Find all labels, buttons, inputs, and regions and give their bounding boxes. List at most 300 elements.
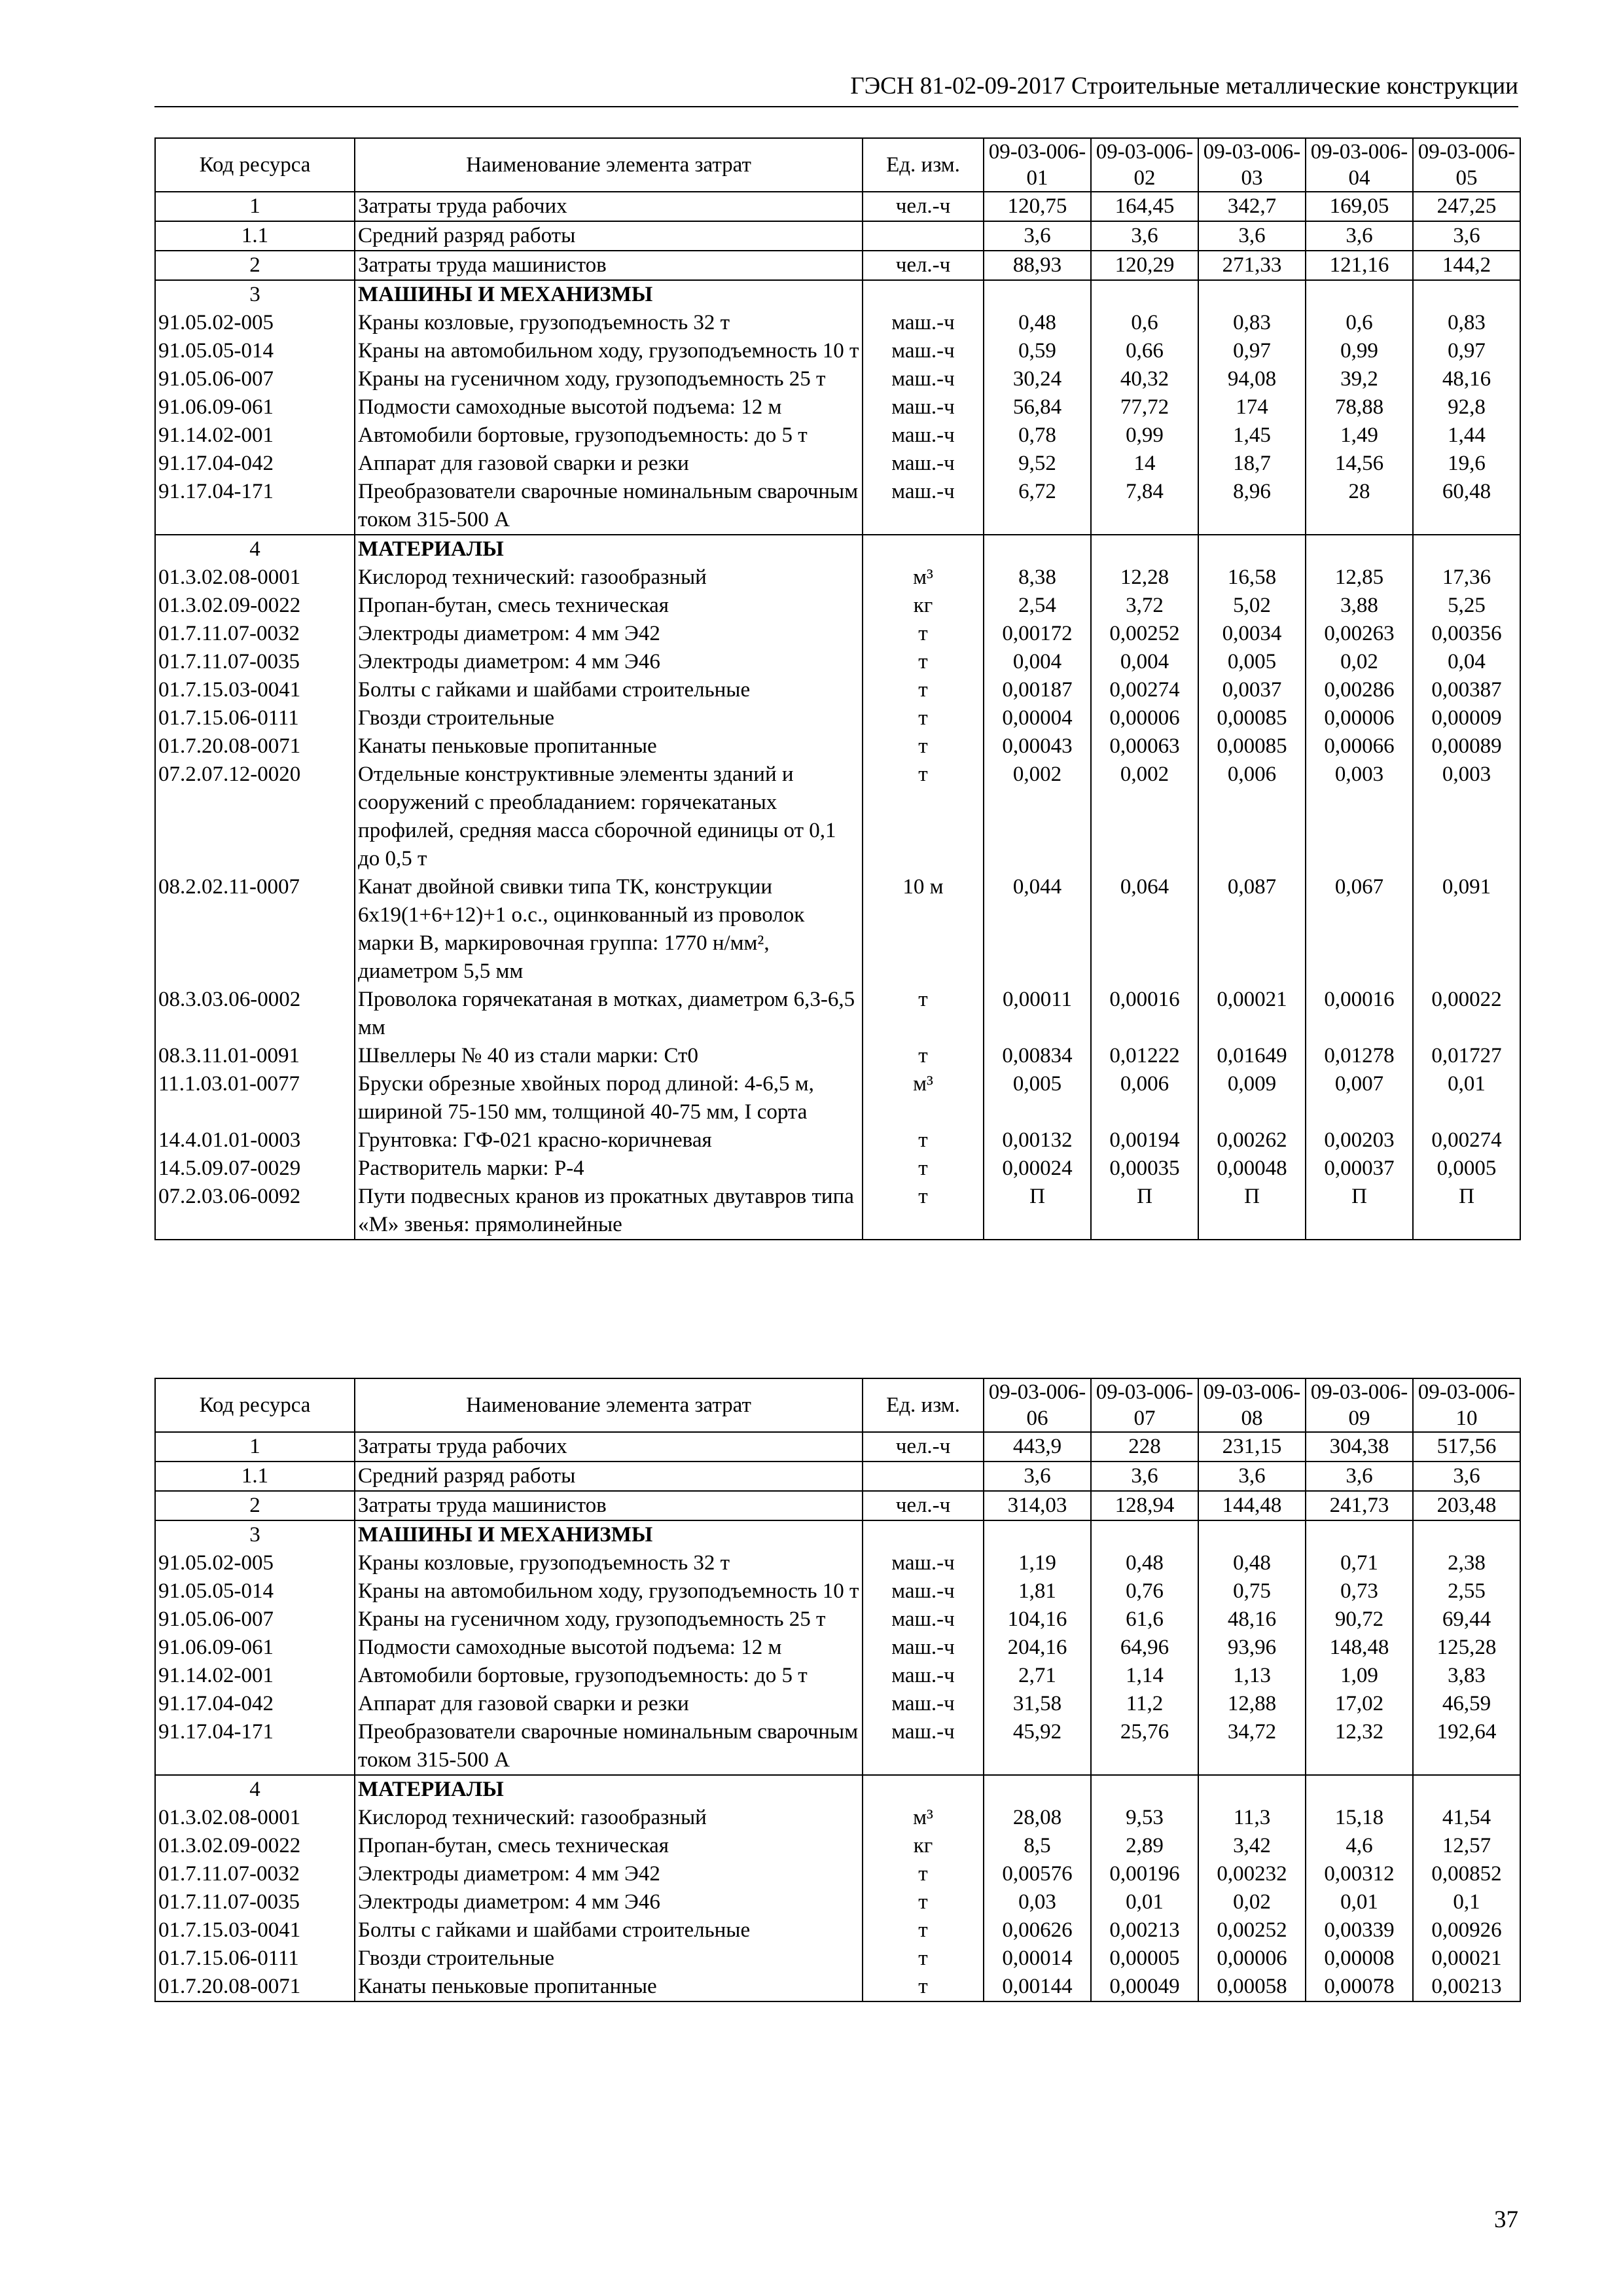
resource-code: 11.1.03.01-0077 bbox=[155, 1070, 355, 1126]
resource-unit: м³ bbox=[863, 1070, 984, 1126]
resource-name: Аппарат для газовой сварки и резки bbox=[355, 450, 863, 478]
resource-value: 0,02 bbox=[1306, 648, 1413, 676]
resource-value: 0,01 bbox=[1091, 1888, 1198, 1916]
resource-value: 0,00252 bbox=[1198, 1916, 1306, 1945]
resource-value bbox=[1306, 1520, 1413, 1549]
resource-value: 3,6 bbox=[1198, 221, 1306, 251]
resource-code: 3 bbox=[155, 1520, 355, 1549]
resource-value: 2,55 bbox=[1413, 1577, 1520, 1605]
resource-value: 144,48 bbox=[1198, 1491, 1306, 1520]
resource-value: 271,33 bbox=[1198, 251, 1306, 280]
column-header-norm-code: 09-03-006-08 bbox=[1198, 1378, 1306, 1432]
column-header-norm-code: 09-03-006-01 bbox=[984, 138, 1091, 192]
resource-name: Автомобили бортовые, грузоподъемность: до 5 т bbox=[355, 422, 863, 450]
resource-value: 4,6 bbox=[1306, 1832, 1413, 1860]
resource-value bbox=[984, 535, 1091, 564]
resource-value: 0,006 bbox=[1198, 761, 1306, 873]
table-row bbox=[155, 1183, 1520, 1240]
column-header-norm-code: 09-03-006-10 bbox=[1413, 1378, 1520, 1432]
resource-value: 0,00006 bbox=[1306, 704, 1413, 732]
resource-value: 31,58 bbox=[984, 1690, 1091, 1718]
resource-value: 0,0005 bbox=[1413, 1155, 1520, 1183]
resource-unit: т bbox=[863, 761, 984, 873]
resource-value bbox=[1198, 1520, 1306, 1549]
section-title: МАШИНЫ И МЕХАНИЗМЫ bbox=[355, 280, 863, 309]
resource-value: 0,00085 bbox=[1198, 732, 1306, 761]
resource-value: 342,7 bbox=[1198, 192, 1306, 221]
resource-value: 93,96 bbox=[1198, 1634, 1306, 1662]
resource-value: 1,14 bbox=[1091, 1662, 1198, 1690]
resource-value: 0,087 bbox=[1198, 873, 1306, 986]
resource-value: 0,1 bbox=[1413, 1888, 1520, 1916]
table-row bbox=[155, 393, 1520, 422]
table-row bbox=[155, 1973, 1520, 2001]
resource-value: 0,0037 bbox=[1198, 676, 1306, 704]
resource-unit: чел.-ч bbox=[863, 1491, 984, 1520]
resource-unit: т bbox=[863, 1126, 984, 1155]
resource-value: 0,00008 bbox=[1306, 1945, 1413, 1973]
resource-name: Средний разряд работы bbox=[355, 1462, 863, 1491]
resource-unit: т bbox=[863, 1945, 984, 1973]
resource-value: 204,16 bbox=[984, 1634, 1091, 1662]
resource-value: 0,00043 bbox=[984, 732, 1091, 761]
resource-unit: т bbox=[863, 1973, 984, 2001]
resource-value: 0,00926 bbox=[1413, 1916, 1520, 1945]
resource-value: 0,00132 bbox=[984, 1126, 1091, 1155]
resource-value: 60,48 bbox=[1413, 478, 1520, 535]
resource-value: 247,25 bbox=[1413, 192, 1520, 221]
resource-name: Преобразователи сварочные номинальным сварочным током 315-500 А bbox=[355, 478, 863, 535]
table-row bbox=[155, 1804, 1520, 1832]
resource-value bbox=[984, 1520, 1091, 1549]
resource-value: 0,00004 bbox=[984, 704, 1091, 732]
table-row bbox=[155, 648, 1520, 676]
resource-value: 241,73 bbox=[1306, 1491, 1413, 1520]
resource-value: 0,00274 bbox=[1413, 1126, 1520, 1155]
resource-unit: т bbox=[863, 1155, 984, 1183]
resource-unit: т bbox=[863, 1183, 984, 1240]
table-row bbox=[155, 761, 1520, 873]
table-row bbox=[155, 1775, 1520, 1804]
resource-value: 0,83 bbox=[1198, 309, 1306, 337]
resource-name: Подмости самоходные высотой подъема: 12 м bbox=[355, 1634, 863, 1662]
resource-value: 0,75 bbox=[1198, 1577, 1306, 1605]
column-header-norm-code: 09-03-006-07 bbox=[1091, 1378, 1198, 1432]
table-row bbox=[155, 1432, 1520, 1462]
resource-value: 0,00035 bbox=[1091, 1155, 1198, 1183]
resource-value: 0,59 bbox=[984, 337, 1091, 365]
resource-value: 3,88 bbox=[1306, 592, 1413, 620]
resource-value: 88,93 bbox=[984, 251, 1091, 280]
resource-value: 94,08 bbox=[1198, 365, 1306, 393]
resource-unit: чел.-ч bbox=[863, 251, 984, 280]
resource-code: 01.7.20.08-0071 bbox=[155, 1973, 355, 2001]
resource-value: 0,00085 bbox=[1198, 704, 1306, 732]
resource-name: Кислород технический: газообразный bbox=[355, 564, 863, 592]
resource-unit: т bbox=[863, 676, 984, 704]
resource-value: 0,00203 bbox=[1306, 1126, 1413, 1155]
resource-value: 0,006 bbox=[1091, 1070, 1198, 1126]
resource-value: 0,00576 bbox=[984, 1860, 1091, 1888]
resource-name: Пропан-бутан, смесь техническая bbox=[355, 592, 863, 620]
resource-unit: маш.-ч bbox=[863, 1662, 984, 1690]
resource-name: Грунтовка: ГФ-021 красно-коричневая bbox=[355, 1126, 863, 1155]
resource-value: 0,01649 bbox=[1198, 1042, 1306, 1070]
resource-value bbox=[1413, 1520, 1520, 1549]
resource-value: 0,00063 bbox=[1091, 732, 1198, 761]
resource-value bbox=[1198, 280, 1306, 309]
resource-name: Болты с гайками и шайбами строительные bbox=[355, 676, 863, 704]
resource-name: Краны на гусеничном ходу, грузоподъемность 25 т bbox=[355, 365, 863, 393]
resource-name: Затраты труда машинистов bbox=[355, 251, 863, 280]
resource-value: 125,28 bbox=[1413, 1634, 1520, 1662]
table-row bbox=[155, 478, 1520, 535]
resource-unit: маш.-ч bbox=[863, 1690, 984, 1718]
column-header-norm-code: 09-03-006-03 bbox=[1198, 138, 1306, 192]
resource-value: 0,00066 bbox=[1306, 732, 1413, 761]
resource-value: 2,71 bbox=[984, 1662, 1091, 1690]
resource-name: Краны козловые, грузоподъемность 32 т bbox=[355, 1549, 863, 1577]
resource-value: 0,00078 bbox=[1306, 1973, 1413, 2001]
resource-code: 01.7.11.07-0035 bbox=[155, 1888, 355, 1916]
resource-value: 0,00006 bbox=[1198, 1945, 1306, 1973]
resource-value: 92,8 bbox=[1413, 393, 1520, 422]
resource-value: 314,03 bbox=[984, 1491, 1091, 1520]
table-row bbox=[155, 1126, 1520, 1155]
resource-value: 0,00339 bbox=[1306, 1916, 1413, 1945]
resource-value: 56,84 bbox=[984, 393, 1091, 422]
resource-code: 91.05.06-007 bbox=[155, 1605, 355, 1634]
table-row bbox=[155, 564, 1520, 592]
resource-code: 01.3.02.08-0001 bbox=[155, 1804, 355, 1832]
resource-value: 0,002 bbox=[1091, 761, 1198, 873]
resource-unit: т bbox=[863, 704, 984, 732]
resource-value: 0,6 bbox=[1306, 309, 1413, 337]
resource-unit: чел.-ч bbox=[863, 192, 984, 221]
resource-name: Аппарат для газовой сварки и резки bbox=[355, 1690, 863, 1718]
resource-value: 0,01278 bbox=[1306, 1042, 1413, 1070]
resource-unit: т bbox=[863, 732, 984, 761]
resource-value: 0,00356 bbox=[1413, 620, 1520, 648]
resource-value: 39,2 bbox=[1306, 365, 1413, 393]
resource-value: 5,02 bbox=[1198, 592, 1306, 620]
resource-value: 3,6 bbox=[1091, 221, 1198, 251]
resource-value: 0,004 bbox=[984, 648, 1091, 676]
resource-value: 0,02 bbox=[1198, 1888, 1306, 1916]
table-row bbox=[155, 1070, 1520, 1126]
resource-code: 01.7.20.08-0071 bbox=[155, 732, 355, 761]
resource-name: Преобразователи сварочные номинальным сварочным током 315-500 А bbox=[355, 1718, 863, 1775]
table-row bbox=[155, 1662, 1520, 1690]
column-header-norm-code: 09-03-006-05 bbox=[1413, 138, 1520, 192]
table-row bbox=[155, 1945, 1520, 1973]
resource-value: 0,00021 bbox=[1198, 986, 1306, 1042]
resource-value: 0,00232 bbox=[1198, 1860, 1306, 1888]
table-row bbox=[155, 422, 1520, 450]
resource-value bbox=[1306, 1775, 1413, 1804]
resource-value bbox=[1198, 535, 1306, 564]
resource-value bbox=[1091, 1520, 1198, 1549]
resource-code: 01.7.15.03-0041 bbox=[155, 1916, 355, 1945]
resource-table-1 bbox=[154, 137, 1521, 1240]
resource-value: 0,00049 bbox=[1091, 1973, 1198, 2001]
resource-value: 517,56 bbox=[1413, 1432, 1520, 1462]
resource-unit: маш.-ч bbox=[863, 478, 984, 535]
resource-value: 0,009 bbox=[1198, 1070, 1306, 1126]
resource-value: 11,2 bbox=[1091, 1690, 1198, 1718]
resource-value: 28 bbox=[1306, 478, 1413, 535]
resource-value: 0,00022 bbox=[1413, 986, 1520, 1042]
table-row bbox=[155, 620, 1520, 648]
resource-code: 91.05.05-014 bbox=[155, 337, 355, 365]
resource-name: Автомобили бортовые, грузоподъемность: до 5 т bbox=[355, 1662, 863, 1690]
table-row bbox=[155, 1690, 1520, 1718]
table-row bbox=[155, 450, 1520, 478]
resource-value: 7,84 bbox=[1091, 478, 1198, 535]
resource-value: 17,36 bbox=[1413, 564, 1520, 592]
resource-code: 01.3.02.08-0001 bbox=[155, 564, 355, 592]
resource-value: 69,44 bbox=[1413, 1605, 1520, 1634]
resource-name: Канаты пеньковые пропитанные bbox=[355, 732, 863, 761]
resource-code: 01.3.02.09-0022 bbox=[155, 1832, 355, 1860]
resource-value: 0,00262 bbox=[1198, 1126, 1306, 1155]
resource-value: 18,7 bbox=[1198, 450, 1306, 478]
resource-value: 34,72 bbox=[1198, 1718, 1306, 1775]
table-header-row bbox=[155, 138, 1520, 192]
resource-name: Швеллеры № 40 из стали марки: Ст0 bbox=[355, 1042, 863, 1070]
resource-name: Канат двойной свивки типа ТК, конструкции 6х19(1+6+12)+1 о.с., оцинкованный из проволок марки В, маркировочная группа: 1770 н/мм², диаметром 5,5 мм bbox=[355, 873, 863, 986]
resource-code: 08.2.02.11-0007 bbox=[155, 873, 355, 986]
column-header-norm-code: 09-03-006-06 bbox=[984, 1378, 1091, 1432]
resource-value: 1,09 bbox=[1306, 1662, 1413, 1690]
resource-code: 01.7.11.07-0032 bbox=[155, 1860, 355, 1888]
resource-value: 203,48 bbox=[1413, 1491, 1520, 1520]
resource-name: Отдельные конструктивные элементы зданий и сооружений с преобладанием: горячекатаных профилей, средняя масса сборочной единицы от 0,1 до 0,5 т bbox=[355, 761, 863, 873]
resource-value: 0,97 bbox=[1198, 337, 1306, 365]
section-title: МАТЕРИАЛЫ bbox=[355, 535, 863, 564]
column-header-norm-code: 09-03-006-04 bbox=[1306, 138, 1413, 192]
resource-table-2 bbox=[154, 1378, 1521, 2002]
resource-value: 0,00196 bbox=[1091, 1860, 1198, 1888]
resource-value: 12,57 bbox=[1413, 1832, 1520, 1860]
resource-value: 48,16 bbox=[1413, 365, 1520, 393]
resource-value: 3,72 bbox=[1091, 592, 1198, 620]
resource-value: 8,5 bbox=[984, 1832, 1091, 1860]
resource-value: 0,00089 bbox=[1413, 732, 1520, 761]
resource-value: 1,13 bbox=[1198, 1662, 1306, 1690]
resource-unit: маш.-ч bbox=[863, 1577, 984, 1605]
resource-name: Затраты труда рабочих bbox=[355, 1432, 863, 1462]
resource-value: 3,83 bbox=[1413, 1662, 1520, 1690]
resource-unit: маш.-ч bbox=[863, 422, 984, 450]
resource-code: 07.2.03.06-0092 bbox=[155, 1183, 355, 1240]
resource-value: 0,00194 bbox=[1091, 1126, 1198, 1155]
resource-value: 28,08 bbox=[984, 1804, 1091, 1832]
resource-value: 0,00048 bbox=[1198, 1155, 1306, 1183]
resource-name: Подмости самоходные высотой подъема: 12 м bbox=[355, 393, 863, 422]
table-row bbox=[155, 732, 1520, 761]
resource-value: 0,00009 bbox=[1413, 704, 1520, 732]
resource-value: 0,005 bbox=[984, 1070, 1091, 1126]
resource-unit: т bbox=[863, 1860, 984, 1888]
resource-value: 5,25 bbox=[1413, 592, 1520, 620]
table-header-row bbox=[155, 1378, 1520, 1432]
resource-value: 0,48 bbox=[1198, 1549, 1306, 1577]
resource-value bbox=[1091, 1775, 1198, 1804]
resource-value: 8,38 bbox=[984, 564, 1091, 592]
resource-value: 61,6 bbox=[1091, 1605, 1198, 1634]
resource-value: 3,6 bbox=[1413, 221, 1520, 251]
resource-unit: маш.-ч bbox=[863, 309, 984, 337]
resource-value: 0,71 bbox=[1306, 1549, 1413, 1577]
resource-value: 443,9 bbox=[984, 1432, 1091, 1462]
resource-value: 2,89 bbox=[1091, 1832, 1198, 1860]
resource-unit bbox=[863, 221, 984, 251]
resource-value: 0,76 bbox=[1091, 1577, 1198, 1605]
resource-name: Канаты пеньковые пропитанные bbox=[355, 1973, 863, 2001]
resource-code: 1.1 bbox=[155, 1462, 355, 1491]
resource-unit: чел.-ч bbox=[863, 1432, 984, 1462]
resource-value: 0,00312 bbox=[1306, 1860, 1413, 1888]
resource-value: 0,00834 bbox=[984, 1042, 1091, 1070]
resource-value: 19,6 bbox=[1413, 450, 1520, 478]
resource-value: 0,00213 bbox=[1413, 1973, 1520, 2001]
resource-value: 104,16 bbox=[984, 1605, 1091, 1634]
resource-value: П bbox=[1091, 1183, 1198, 1240]
column-header-unit: Ед. изм. bbox=[863, 1378, 984, 1432]
resource-code: 1 bbox=[155, 1432, 355, 1462]
resource-value bbox=[1413, 535, 1520, 564]
resource-value: 121,16 bbox=[1306, 251, 1413, 280]
table-row bbox=[155, 535, 1520, 564]
resource-value: 0,007 bbox=[1306, 1070, 1413, 1126]
resource-value: 304,38 bbox=[1306, 1432, 1413, 1462]
table-row bbox=[155, 1916, 1520, 1945]
resource-value bbox=[1413, 280, 1520, 309]
resource-value: 78,88 bbox=[1306, 393, 1413, 422]
resource-code: 4 bbox=[155, 1775, 355, 1804]
resource-value bbox=[984, 280, 1091, 309]
resource-value: 14 bbox=[1091, 450, 1198, 478]
resource-code: 2 bbox=[155, 1491, 355, 1520]
resource-value: 3,6 bbox=[1091, 1462, 1198, 1491]
table-row bbox=[155, 1155, 1520, 1183]
table-row bbox=[155, 1888, 1520, 1916]
resource-value: 1,44 bbox=[1413, 422, 1520, 450]
resource-value: П bbox=[1198, 1183, 1306, 1240]
column-header-code: Код ресурса bbox=[155, 1378, 355, 1432]
resource-value bbox=[1091, 535, 1198, 564]
resource-value: 3,6 bbox=[984, 221, 1091, 251]
resource-value bbox=[1306, 280, 1413, 309]
resource-unit: т bbox=[863, 620, 984, 648]
resource-value: 0,00286 bbox=[1306, 676, 1413, 704]
resource-value: 0,48 bbox=[984, 309, 1091, 337]
resource-value: 0,04 bbox=[1413, 648, 1520, 676]
resource-value: 12,88 bbox=[1198, 1690, 1306, 1718]
resource-value: 48,16 bbox=[1198, 1605, 1306, 1634]
resource-value bbox=[1091, 280, 1198, 309]
resource-value: 0,044 bbox=[984, 873, 1091, 986]
resource-name: Гвозди строительные bbox=[355, 704, 863, 732]
resource-value: 0,00024 bbox=[984, 1155, 1091, 1183]
resource-name: Электроды диаметром: 4 мм Э46 bbox=[355, 648, 863, 676]
resource-value bbox=[1198, 1775, 1306, 1804]
table-row bbox=[155, 365, 1520, 393]
resource-code: 91.17.04-171 bbox=[155, 1718, 355, 1775]
column-header-code: Код ресурса bbox=[155, 138, 355, 192]
resource-value: 0,00213 bbox=[1091, 1916, 1198, 1945]
resource-value: 6,72 bbox=[984, 478, 1091, 535]
resource-value: 1,19 bbox=[984, 1549, 1091, 1577]
resource-value: 120,75 bbox=[984, 192, 1091, 221]
resource-name: Бруски обрезные хвойных пород длиной: 4-6,5 м, шириной 75-150 мм, толщиной 40-75 мм, I сорта bbox=[355, 1070, 863, 1126]
column-header-norm-code: 09-03-006-02 bbox=[1091, 138, 1198, 192]
section-title: МАШИНЫ И МЕХАНИЗМЫ bbox=[355, 1520, 863, 1549]
resource-unit: т bbox=[863, 648, 984, 676]
resource-code: 91.06.09-061 bbox=[155, 1634, 355, 1662]
resource-unit: т bbox=[863, 986, 984, 1042]
resource-value: 12,28 bbox=[1091, 564, 1198, 592]
resource-value: 2,38 bbox=[1413, 1549, 1520, 1577]
resource-code: 91.05.02-005 bbox=[155, 309, 355, 337]
resource-value: 0,6 bbox=[1091, 309, 1198, 337]
resource-value: 174 bbox=[1198, 393, 1306, 422]
resource-value: 0,00058 bbox=[1198, 1973, 1306, 2001]
resource-name: Средний разряд работы bbox=[355, 221, 863, 251]
resource-value: 0,00014 bbox=[984, 1945, 1091, 1973]
resource-value: 3,6 bbox=[984, 1462, 1091, 1491]
resource-value: 0,00016 bbox=[1306, 986, 1413, 1042]
resource-code: 08.3.03.06-0002 bbox=[155, 986, 355, 1042]
resource-name: Пропан-бутан, смесь техническая bbox=[355, 1832, 863, 1860]
table-row bbox=[155, 1520, 1520, 1549]
resource-value: 25,76 bbox=[1091, 1718, 1198, 1775]
table-row bbox=[155, 873, 1520, 986]
resource-unit bbox=[863, 535, 984, 564]
resource-value: 0,00387 bbox=[1413, 676, 1520, 704]
resource-value: 0,00011 bbox=[984, 986, 1091, 1042]
resource-unit: кг bbox=[863, 1832, 984, 1860]
resource-value: 0,00144 bbox=[984, 1973, 1091, 2001]
resource-value: 12,85 bbox=[1306, 564, 1413, 592]
table-row bbox=[155, 1577, 1520, 1605]
resource-value: 0,00274 bbox=[1091, 676, 1198, 704]
resource-value bbox=[984, 1775, 1091, 1804]
resource-unit: маш.-ч bbox=[863, 1549, 984, 1577]
header-rule bbox=[154, 106, 1518, 107]
resource-value: 169,05 bbox=[1306, 192, 1413, 221]
resource-value: 0,002 bbox=[984, 761, 1091, 873]
resource-value: 0,00187 bbox=[984, 676, 1091, 704]
resource-value: П bbox=[1413, 1183, 1520, 1240]
resource-value: 14,56 bbox=[1306, 450, 1413, 478]
resource-value: 0,99 bbox=[1091, 422, 1198, 450]
resource-unit: т bbox=[863, 1916, 984, 1945]
table-row bbox=[155, 1718, 1520, 1775]
table-row bbox=[155, 592, 1520, 620]
resource-code: 08.3.11.01-0091 bbox=[155, 1042, 355, 1070]
resource-value: 0,99 bbox=[1306, 337, 1413, 365]
resource-unit: маш.-ч bbox=[863, 1718, 984, 1775]
resource-value: 0,01 bbox=[1413, 1070, 1520, 1126]
resource-value: 12,32 bbox=[1306, 1718, 1413, 1775]
resource-value: П bbox=[1306, 1183, 1413, 1240]
resource-value: 0,067 bbox=[1306, 873, 1413, 986]
resource-name: Электроды диаметром: 4 мм Э46 bbox=[355, 1888, 863, 1916]
table-row bbox=[155, 1042, 1520, 1070]
resource-value: 0,005 bbox=[1198, 648, 1306, 676]
